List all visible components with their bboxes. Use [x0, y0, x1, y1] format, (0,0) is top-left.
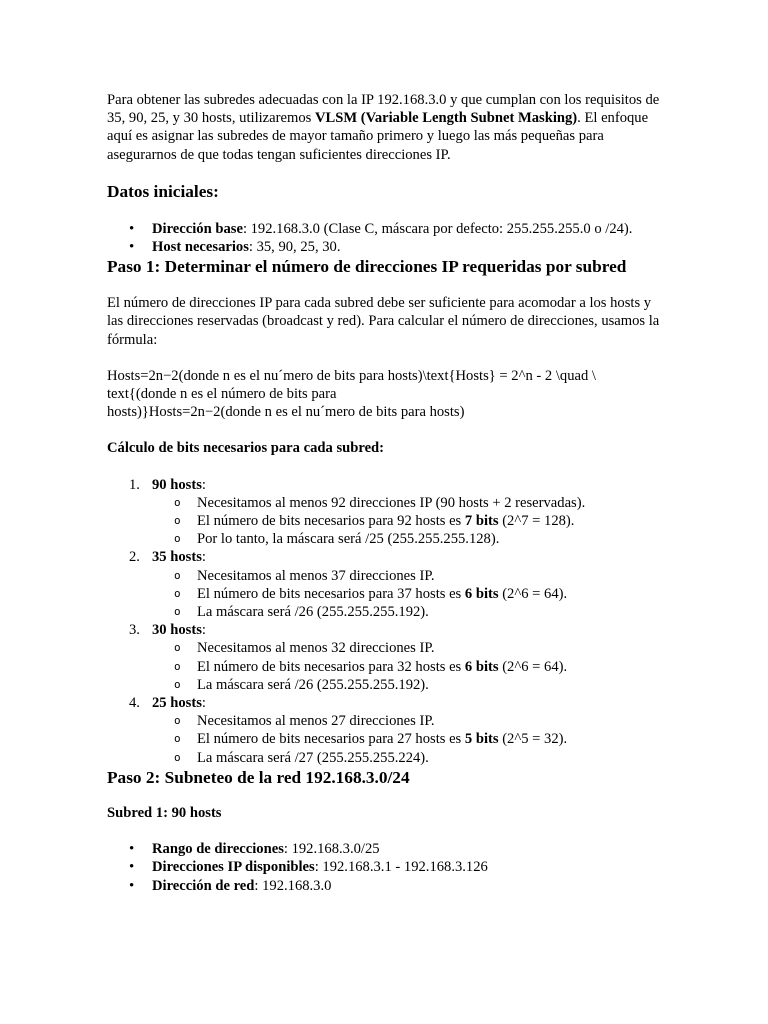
formula-text [107, 367, 667, 422]
formula-line: Hosts=2n−2(donde n es el nu´mero de bits para hosts)\text{Hosts} = 2^n - 2 \quad \ [107, 367, 596, 384]
detail-bold: 7 bits [464, 513, 499, 530]
document-body [107, 91, 667, 895]
calc-heading: Cálculo de bits necesarios para cada subred: [107, 440, 385, 457]
detail-item [152, 730, 667, 748]
paso2-heading: Paso 2: Subneteo de la red 192.168.3.0/24 [107, 767, 410, 787]
sub-bullet: o [174, 568, 181, 582]
subnet-item [107, 621, 667, 694]
detail-item [152, 676, 667, 694]
detail-item [152, 639, 667, 657]
item-text: : 35, 90, 25, 30. [248, 239, 341, 256]
sub-bullet: o [174, 586, 181, 600]
item-text: : 192.168.3.0 [254, 877, 332, 894]
sub-bullet: o [174, 641, 181, 655]
paso1-heading: Paso 1: Determinar el número de direcciones IP requeridas por subred [107, 257, 627, 277]
detail-text: (2^6 = 64). [498, 658, 568, 675]
detail-text: (2^5 = 32). [498, 731, 568, 748]
subnet-item [107, 694, 667, 767]
detail-text: El número de bits necesarios para 92 hosts es [197, 513, 465, 530]
subnet-item [107, 548, 667, 621]
item-label: Dirección base [152, 220, 243, 237]
item-number: 3. [129, 622, 140, 639]
detail-text: Necesitamos al menos 92 direcciones IP (90 hosts + 2 reservadas). [197, 494, 586, 511]
sub-bullet: o [174, 714, 181, 728]
paso1-paragraph: El número de direcciones IP para cada subred debe ser suficiente para acomodar a los hosts y las direcciones reservadas (broadcast y red). Para calcular el número de direcciones, usamos la fórmula: [107, 295, 660, 348]
subnet-label: 35 hosts [152, 549, 202, 566]
item-label: Rango de direcciones [152, 841, 284, 858]
subnet-label: 90 hosts [152, 476, 202, 493]
detail-text: (2^6 = 64). [498, 585, 568, 602]
colon: : [201, 549, 206, 566]
detail-text: La máscara será /26 (255.255.255.192). [197, 676, 429, 693]
item-number: 1. [129, 476, 140, 493]
item-number: 2. [129, 549, 140, 566]
colon: : [201, 476, 206, 493]
detail-item [152, 585, 667, 603]
item-label: Host necesarios [152, 239, 249, 256]
detail-item [152, 658, 667, 676]
formula-line: text{(donde n es el número de bits para [107, 386, 337, 403]
intro-vlsm-bold: VLSM (Variable Length Subnet Masking) [314, 110, 578, 127]
detail-text: El número de bits necesarios para 37 hosts es [197, 585, 465, 602]
subnet-calc-list [107, 476, 667, 767]
item-label: Direcciones IP disponibles [152, 859, 315, 876]
detail-item [152, 530, 667, 548]
subnet-details [152, 639, 667, 694]
detail-text: (2^7 = 128). [498, 513, 575, 530]
item-label: Dirección de red [152, 877, 255, 894]
subnet-details [152, 494, 667, 549]
list-item [107, 220, 667, 238]
datos-heading: Datos iniciales: [107, 181, 219, 201]
detail-bold: 6 bits [464, 658, 499, 675]
detail-text: El número de bits necesarios para 32 hosts es [197, 658, 465, 675]
list-item [107, 877, 667, 895]
detail-text: Necesitamos al menos 27 direcciones IP. [197, 713, 435, 730]
intro-text-2: . El enfoque aquí es asignar las subredes de mayor tamaño primero y luego las más pequeñas para asegurarnos de que todas tengan suficientes direcciones IP. [107, 110, 649, 163]
colon: : [201, 695, 206, 712]
sub-bullet: o [174, 659, 181, 673]
subnet-label: 25 hosts [152, 695, 202, 712]
detail-bold: 6 bits [464, 585, 499, 602]
list-item [107, 840, 667, 858]
subred1-heading: Subred 1: 90 hosts [107, 804, 222, 821]
detail-text: El número de bits necesarios para 27 hosts es [197, 731, 465, 748]
subnet-label: 30 hosts [152, 622, 202, 639]
detail-item [152, 512, 667, 530]
formula-line: hosts)}Hosts=2n−2(donde n es el nu´mero de bits para hosts) [107, 404, 465, 421]
detail-item [152, 494, 667, 512]
intro-paragraph [107, 91, 667, 164]
sub-bullet: o [174, 532, 181, 546]
detail-item [152, 567, 667, 585]
subnet-details [152, 712, 667, 767]
detail-text: La máscara será /26 (255.255.255.192). [197, 604, 429, 621]
sub-bullet: o [174, 750, 181, 764]
sub-bullet: o [174, 677, 181, 691]
subnet-item [107, 476, 667, 549]
detail-item [152, 749, 667, 767]
item-text: : 192.168.3.1 - 192.168.3.126 [314, 859, 488, 876]
detail-item [152, 603, 667, 621]
colon: : [201, 622, 206, 639]
intro-text-1: Para obtener las subredes adecuadas con la IP 192.168.3.0 y que cumplan con los requisitos de 35, 90, 25, y 30 hosts, utilizaremos [107, 92, 660, 127]
subnet-details [152, 567, 667, 622]
detail-text: Necesitamos al menos 37 direcciones IP. [197, 567, 435, 584]
list-item [107, 238, 667, 256]
sub-bullet: o [174, 605, 181, 619]
detail-bold: 5 bits [464, 731, 499, 748]
detail-text: Por lo tanto, la máscara será /25 (255.255.255.128). [197, 531, 500, 548]
list-item [107, 858, 667, 876]
subred1-list [107, 840, 667, 895]
item-number: 4. [129, 695, 140, 712]
sub-bullet: o [174, 514, 181, 528]
item-text: : 192.168.3.0 (Clase C, máscara por defecto: 255.255.255.0 o /24). [242, 220, 633, 237]
detail-text: Necesitamos al menos 32 direcciones IP. [197, 640, 435, 657]
detail-text: La máscara será /27 (255.255.255.224). [197, 749, 429, 766]
item-text: : 192.168.3.0/25 [283, 841, 380, 858]
sub-bullet: o [174, 732, 181, 746]
sub-bullet: o [174, 495, 181, 509]
datos-list [107, 220, 667, 256]
detail-item [152, 712, 667, 730]
